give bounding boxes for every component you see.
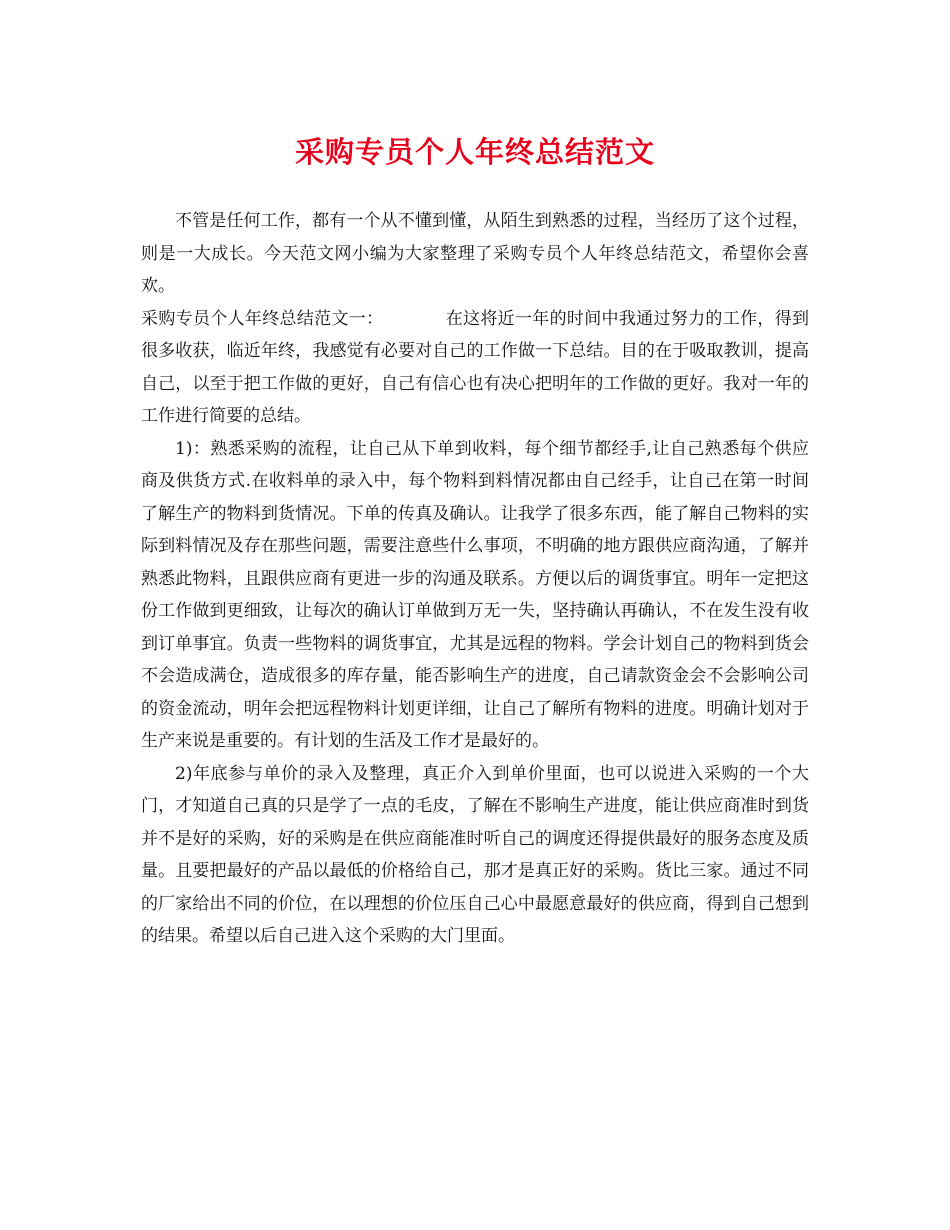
point-2-paragraph: 2)年底参与单价的录入及整理，真正介入到单价里面，也可以说进入采购的一个大门，才知道自己真的只是学了一点的毛皮，了解在不影响生产进度，能让供应商准时到货并不是好的采购，好的采购是在供应商能准时听自己的调度还得提供最好的服务态度及质量。且要把最好的产品以最低的价格给自己，那才是真正好的采购。货比三家。通过不同的厂家给出不同的价位，在以理想的价位压自己心中最愿意最好的供应商，得到自己想到的结果。希望以后自己进入这个采购的大门里面。 bbox=[141, 763, 809, 946]
point-1-paragraph: 1)：熟悉采购的流程，让自己从下单到收料，每个细节都经手,让自己熟悉每个供应商及供货方式.在收料单的录入中，每个物料到料情况都由自己经手，让自己在第一时间了解生产的物料到货情况。下单的传真及确认。让我学了很多东西，能了解自己物料的实际到料情况及存在那些问题，需要注意些什么事项，不明确的地方跟供应商沟通，了解并熟悉此物料，且跟供应商有更进一步的沟通及联系。方便以后的调货事宜。明年一定把这份工作做到更细致，让每次的确认订单做到万无一失，坚持确认再确认，不在发生没有收到订单事宜。负责一些物料的调货事宜，尤其是远程的物料。学会计划自己的物料到货会不会造成满仓，造成很多的库存量，能否影响生产的进度，自己请款资金会不会影响公司的资金流动，明年会把远程物料计划更详细，让自己了解所有物料的进度。明确计划对于生产来说是重要的。有计划的生活及工作才是最好的。 bbox=[141, 438, 809, 751]
document-body bbox=[141, 205, 809, 953]
section-intro: 在这将近一年的时间中我通过努力的工作，得到很多收获，临近年终，我感觉有必要对自己的工作做一下总结。目的在于吸取教训，提高自己，以至于把工作做的更好，自己有信心也有决心把明年的工作做的更好。我对一年的工作进行简要的总结。 bbox=[141, 308, 810, 426]
intro-paragraph: 不管是任何工作，都有一个从不懂到懂，从陌生到熟悉的过程，当经历了这个过程，则是一大成长。今天范文网小编为大家整理了采购专员个人年终总结范文，希望你会喜欢。 bbox=[141, 211, 809, 296]
section-paragraph bbox=[141, 303, 809, 433]
document-title: 采购专员个人年终总结范文 bbox=[294, 135, 655, 169]
section-heading: 采购专员个人年终总结范文一： bbox=[141, 308, 384, 329]
